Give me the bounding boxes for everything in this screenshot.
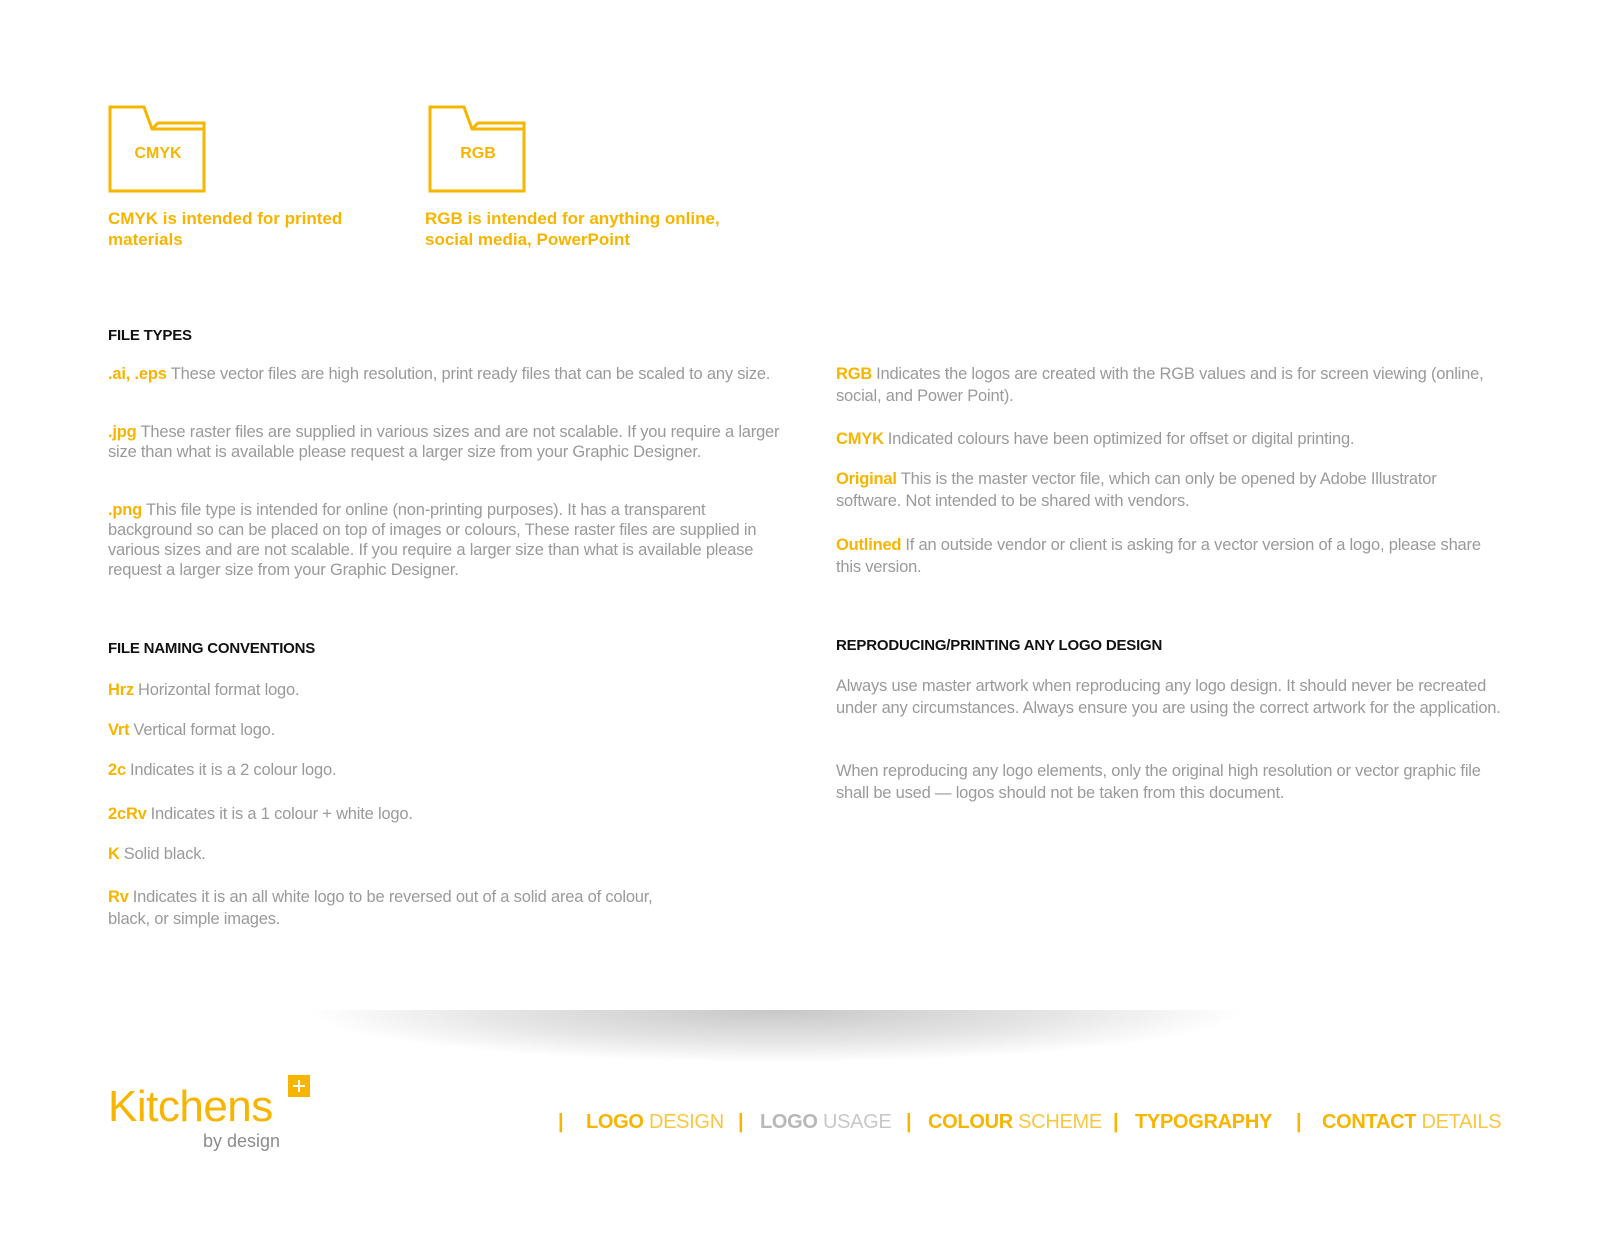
file-type-text: These raster files are supplied in various sizes and are not scalable. If you require a larger size than what is available please request a larger size from your Graphic Designer. bbox=[108, 423, 780, 461]
rgb-folder-icon bbox=[428, 105, 528, 195]
footer-navigation bbox=[0, 1107, 1600, 1137]
nav-logo-design[interactable] bbox=[586, 1107, 724, 1137]
nav-logo-usage[interactable] bbox=[760, 1107, 891, 1137]
colour-mode-original bbox=[836, 469, 1506, 512]
colour-mode-outlined bbox=[836, 535, 1506, 578]
naming-key: 2c bbox=[108, 761, 126, 779]
naming-vrt bbox=[108, 720, 768, 740]
colour-mode-text: This is the master vector file, which can only be opened by Adobe Illustrator software. Not intended to be shared with vendors. bbox=[836, 470, 1437, 510]
file-type-key: .ai, .eps bbox=[108, 365, 167, 383]
file-type-png bbox=[108, 500, 793, 580]
cmyk-folder-label: CMYK bbox=[134, 145, 182, 162]
naming-k bbox=[108, 844, 768, 864]
nav-separator: | bbox=[1296, 1111, 1302, 1133]
colour-mode-key: Outlined bbox=[836, 536, 902, 554]
naming-text: Vertical format logo. bbox=[133, 721, 276, 739]
naming-rv bbox=[108, 887, 668, 930]
file-type-key: .jpg bbox=[108, 423, 137, 441]
nav-item-bold: LOGO bbox=[586, 1111, 644, 1133]
naming-key: K bbox=[108, 845, 120, 863]
nav-item-bold: CONTACT bbox=[1322, 1111, 1417, 1133]
file-naming-heading: FILE NAMING CONVENTIONS bbox=[108, 640, 316, 657]
nav-item-bold: COLOUR bbox=[928, 1111, 1013, 1133]
file-type-text: This file type is intended for online (non-printing purposes). It has a transparent background so can be placed on top of images or colours, These raster files are supplied in various sizes and are not scalable. If you require a larger size than what is available please request a larger size from your Graphic Designer. bbox=[108, 501, 757, 579]
naming-hrz bbox=[108, 680, 768, 700]
nav-typography[interactable] bbox=[1135, 1107, 1272, 1137]
colour-mode-key: Original bbox=[836, 470, 897, 488]
cmyk-description: CMYK is intended for printed materials bbox=[108, 209, 343, 249]
colour-mode-cmyk bbox=[836, 429, 1506, 451]
colour-mode-key: CMYK bbox=[836, 430, 884, 448]
nav-item-light: SCHEME bbox=[1018, 1111, 1102, 1133]
nav-item-bold: TYPOGRAPHY bbox=[1135, 1111, 1273, 1133]
nav-colour-scheme[interactable] bbox=[928, 1107, 1102, 1137]
rgb-folder-label: RGB bbox=[460, 145, 496, 162]
file-type-key: .png bbox=[108, 501, 143, 519]
colour-mode-text: Indicated colours have been optimized for offset or digital printing. bbox=[887, 430, 1355, 448]
nav-item-bold: LOGO bbox=[760, 1111, 818, 1133]
file-type-ai-eps bbox=[108, 364, 788, 384]
naming-key: 2cRv bbox=[108, 805, 147, 823]
nav-item-light: DESIGN bbox=[648, 1111, 724, 1133]
colour-mode-key: RGB bbox=[836, 365, 873, 383]
naming-text: Indicates it is a 2 colour logo. bbox=[129, 761, 337, 779]
naming-text: Indicates it is an all white logo to be reversed out of a solid area of colour, black, or simple images. bbox=[108, 888, 653, 928]
naming-key: Rv bbox=[108, 888, 129, 906]
naming-text: Indicates it is a 1 colour + white logo. bbox=[150, 805, 413, 823]
file-type-text: These vector files are high resolution, print ready files that can be scaled to any size. bbox=[170, 365, 771, 383]
naming-2c bbox=[108, 760, 768, 780]
logo-subtitle: by design bbox=[203, 1131, 281, 1151]
logo-wordmark: Kitchens bbox=[108, 1082, 273, 1131]
nav-item-light: DETAILS bbox=[1421, 1111, 1502, 1133]
colour-mode-text: If an outside vendor or client is asking for a vector version of a logo, please share this version. bbox=[836, 536, 1481, 576]
reproducing-heading: REPRODUCING/PRINTING ANY LOGO DESIGN bbox=[836, 637, 1163, 654]
naming-2crv bbox=[108, 804, 768, 824]
plus-square-icon bbox=[288, 1075, 310, 1097]
nav-separator: | bbox=[558, 1111, 564, 1133]
nav-item-light: USAGE bbox=[822, 1111, 892, 1133]
colour-mode-rgb bbox=[836, 364, 1506, 407]
naming-key: Vrt bbox=[108, 721, 130, 739]
colour-mode-text: Indicates the logos are created with the RGB values and is for screen viewing (online, social, and Power Point). bbox=[836, 365, 1484, 405]
reproducing-paragraph-1: Always use master artwork when reproducing any logo design. It should never be recreated under any circumstances. Always ensure you are using the correct artwork for the application. bbox=[836, 677, 1501, 717]
nav-separator: | bbox=[738, 1111, 744, 1133]
file-type-jpg bbox=[108, 422, 788, 462]
footer-shadow-divider bbox=[150, 1010, 1400, 1080]
cmyk-folder-icon bbox=[108, 105, 208, 195]
file-types-heading: FILE TYPES bbox=[108, 327, 192, 344]
reproducing-paragraph-2: When reproducing any logo elements, only the original high resolution or vector graphic file shall be used — logos should not be taken from this document. bbox=[836, 762, 1481, 802]
rgb-description: RGB is intended for anything online, social media, PowerPoint bbox=[425, 209, 720, 249]
naming-text: Solid black. bbox=[123, 845, 206, 863]
nav-separator: | bbox=[1113, 1111, 1119, 1133]
naming-key: Hrz bbox=[108, 681, 134, 699]
nav-separator: | bbox=[906, 1111, 912, 1133]
nav-contact-details[interactable] bbox=[1322, 1107, 1501, 1137]
naming-text: Horizontal format logo. bbox=[138, 681, 300, 699]
